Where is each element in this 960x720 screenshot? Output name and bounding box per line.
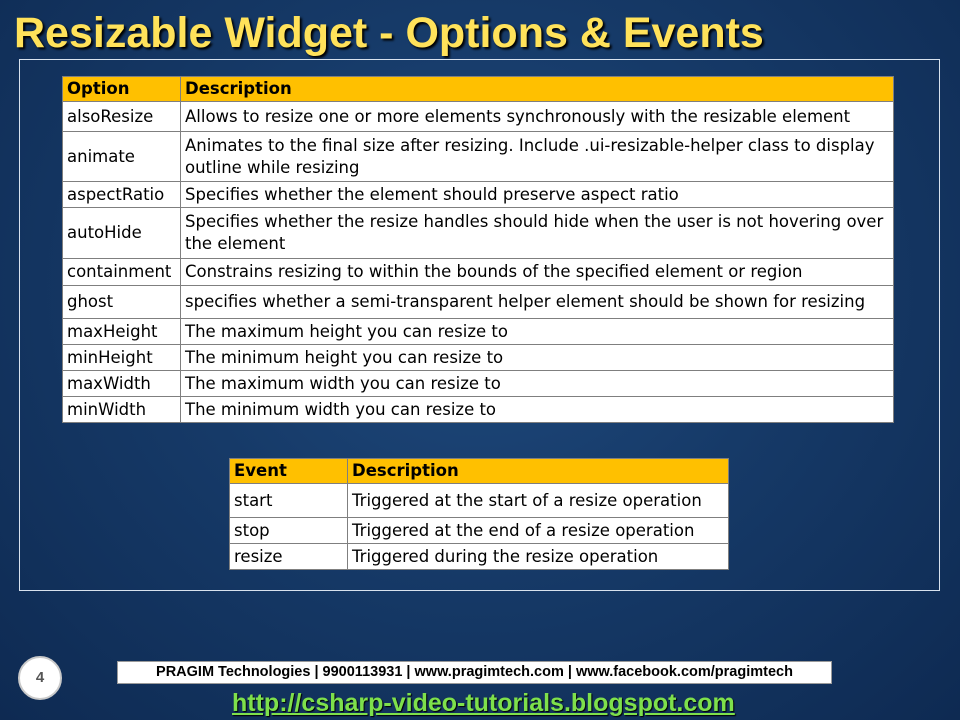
option-name: minHeight — [63, 345, 181, 371]
option-description: Specifies whether the resize handles should hide when the user is not hovering over the element — [181, 208, 894, 259]
options-header-row — [63, 77, 894, 102]
events-header-description: Description — [348, 459, 729, 484]
option-name: autoHide — [63, 208, 181, 259]
option-name: maxWidth — [63, 371, 181, 397]
table-row — [63, 286, 894, 319]
options-table — [62, 76, 894, 423]
event-name: resize — [230, 544, 348, 570]
table-row — [63, 132, 894, 182]
option-name: animate — [63, 132, 181, 182]
table-row — [63, 182, 894, 208]
option-description: The minimum height you can resize to — [181, 345, 894, 371]
option-description: Animates to the final size after resizing. Include .ui-resizable-helper class to display outline while resizing — [181, 132, 894, 182]
event-description: Triggered at the end of a resize operation — [348, 518, 729, 544]
option-description: The maximum height you can resize to — [181, 319, 894, 345]
slide-title: Resizable Widget - Options & Events — [14, 9, 764, 57]
table-row — [63, 345, 894, 371]
table-row — [63, 102, 894, 132]
event-description: Triggered at the start of a resize operation — [348, 484, 729, 518]
footer-company-line: PRAGIM Technologies | 9900113931 | www.pragimtech.com | www.facebook.com/pragimtech — [117, 661, 832, 684]
events-header-event: Event — [230, 459, 348, 484]
options-header-description: Description — [181, 77, 894, 102]
option-description: Specifies whether the element should preserve aspect ratio — [181, 182, 894, 208]
table-row — [230, 484, 729, 518]
event-name: stop — [230, 518, 348, 544]
event-name: start — [230, 484, 348, 518]
table-row — [63, 259, 894, 286]
events-table — [229, 458, 729, 570]
option-description: Constrains resizing to within the bounds of the specified element or region — [181, 259, 894, 286]
option-name: containment — [63, 259, 181, 286]
table-row — [63, 371, 894, 397]
footer-blog-link[interactable]: http://csharp-video-tutorials.blogspot.com — [232, 689, 735, 717]
option-name: minWidth — [63, 397, 181, 423]
table-row — [230, 518, 729, 544]
option-description: The maximum width you can resize to — [181, 371, 894, 397]
option-description: Allows to resize one or more elements synchronously with the resizable element — [181, 102, 894, 132]
event-description: Triggered during the resize operation — [348, 544, 729, 570]
table-row — [63, 208, 894, 259]
option-description: specifies whether a semi-transparent helper element should be shown for resizing — [181, 286, 894, 319]
option-description: The minimum width you can resize to — [181, 397, 894, 423]
options-header-option: Option — [63, 77, 181, 102]
events-header-row — [230, 459, 729, 484]
option-name: ghost — [63, 286, 181, 319]
table-row — [230, 544, 729, 570]
option-name: alsoResize — [63, 102, 181, 132]
table-row — [63, 319, 894, 345]
page-number-badge: 4 — [18, 656, 62, 700]
table-row — [63, 397, 894, 423]
option-name: maxHeight — [63, 319, 181, 345]
option-name: aspectRatio — [63, 182, 181, 208]
